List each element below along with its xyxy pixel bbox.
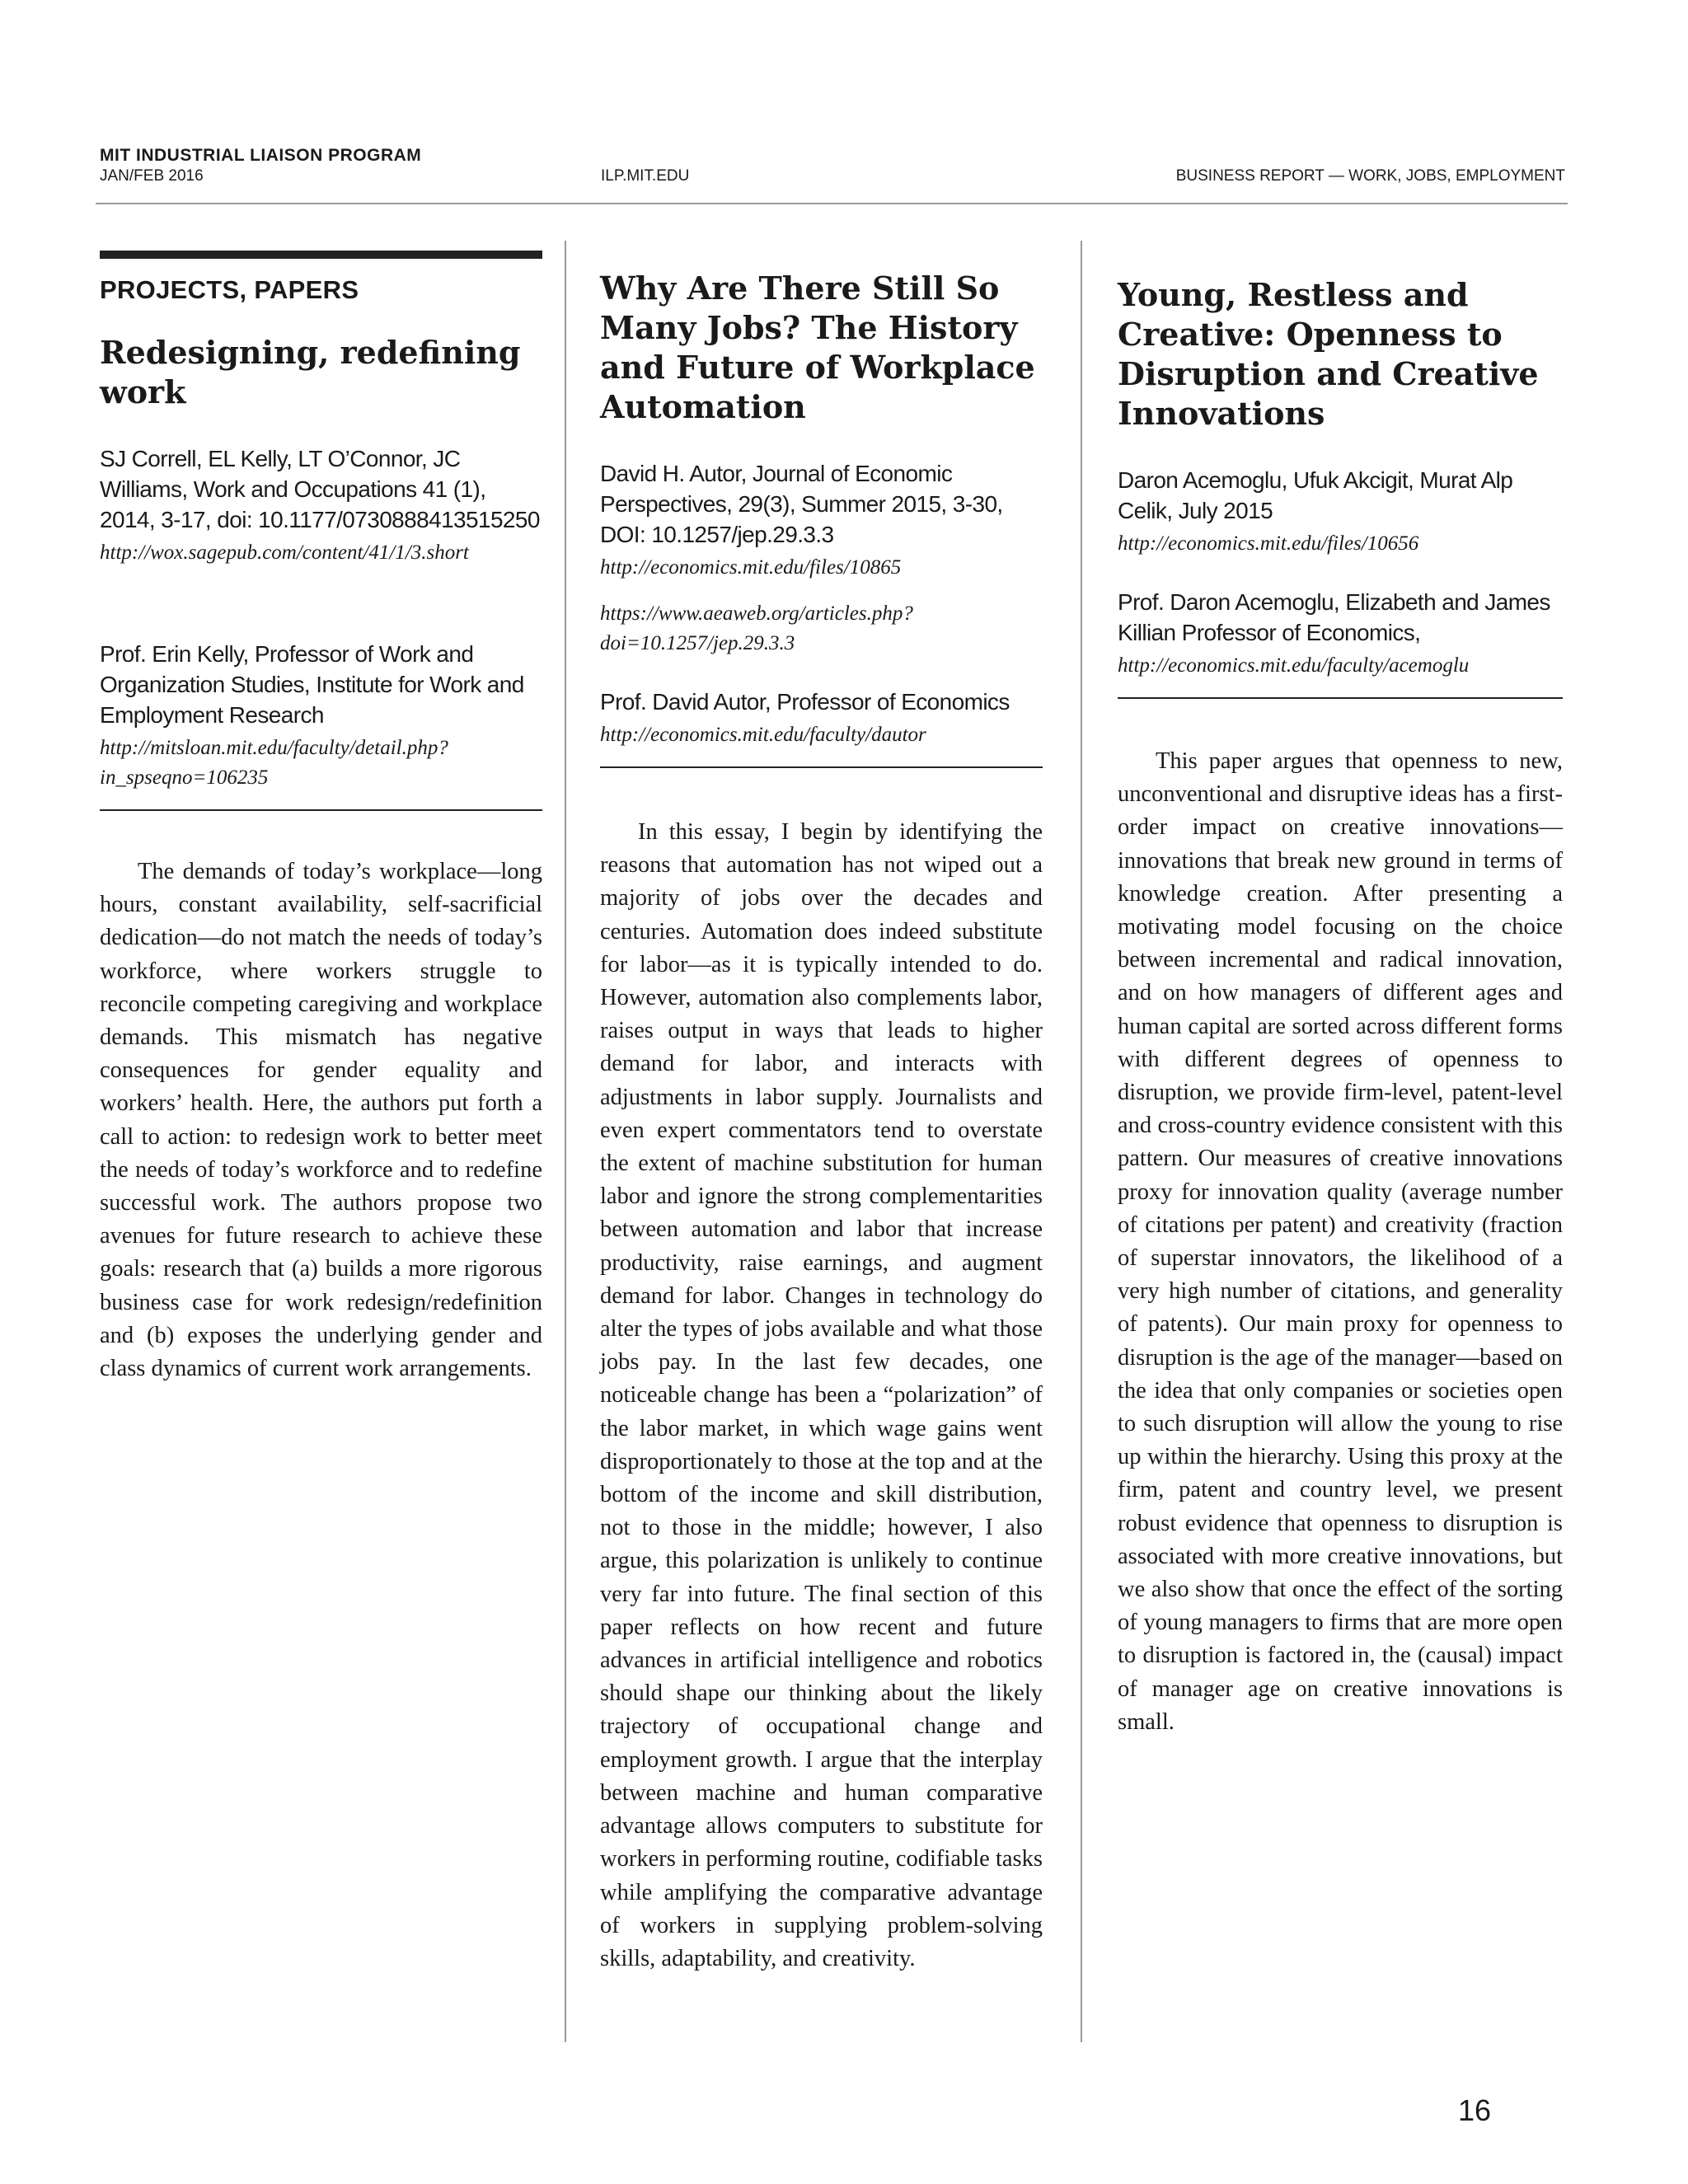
page-number: 16 (1457, 2093, 1491, 2127)
kicker-bar (100, 251, 542, 259)
section-title: BUSINESS REPORT — WORK, JOBS, EMPLOYMENT (1175, 167, 1565, 185)
article-citation: David H. Autor, Journal of Economic Perspectives, 29(3), Summer 2015, 3-30, DOI: 10.1257/jep.29.3.3 (600, 461, 1003, 547)
header-url: ILP.MIT.EDU (601, 167, 690, 185)
faculty-info: Prof. Daron Acemoglu, Elizabeth and James Killian Professor of Economics, (1118, 589, 1550, 645)
article-column-3 (1118, 275, 1563, 1739)
faculty-link[interactable]: http://economics.mit.edu/faculty/dautor (600, 724, 926, 746)
paper-link[interactable]: http://economics.mit.edu/files/10656 (1118, 532, 1419, 555)
article-citation: SJ Correll, EL Kelly, LT O’Connor, JC Williams, Work and Occupations 41 (1), 2014, 3-17, doi: 10.1177/0730888413515250 (100, 446, 540, 532)
faculty-link[interactable]: http://mitsloan.mit.edu/faculty/detail.php?in_spseqno=106235 (100, 737, 448, 789)
paper-link[interactable]: http://economics.mit.edu/files/10865 (600, 556, 902, 579)
paper-link-alt[interactable]: https://www.aeaweb.org/articles.php?doi=10.1257/jep.29.3.3 (600, 602, 913, 654)
header-divider (96, 203, 1568, 204)
article-title: Redesigning, redefining work (100, 334, 521, 410)
faculty-info: Prof. Erin Kelly, Professor of Work and Organization Studies, Institute for Work and Employment Research (100, 641, 524, 728)
faculty-info: Prof. David Autor, Professor of Economics (600, 689, 1010, 715)
article-title: Young, Restless and Creative: Openness to Disruption and Creative Innovations (1118, 276, 1539, 432)
column-divider-1 (565, 241, 566, 2042)
article-abstract: This paper argues that openness to new, unconventional and disruptive ideas has a first-order impact on creative innovations—innovations that break new ground in terms of knowledge creation. After presenting a motivating model focusing on the choice between incremental and radical innovation, and on how managers of different ages and human capital are sorted across different forms with different degrees of openness to disruption, we provide firm-level, patent-level and cross-country evidence consistent with this pattern. Our measures of creative innovations proxy for innovation quality (average number of citations per patent) and creativity (fraction of superstar innovators, the likelihood of a very high number of citations, and generality of patents). Our main proxy for openness to disruption is the age of the manager—based on the idea that only companies or societies open to such disruption will allow the young to rise up within the hierarchy. Using this proxy at the firm, patent and country level, we present robust evidence that openness to disruption is associated with more creative innovations, but we also show that once the effect of the sorting of young managers to firms that are more open to disruption is factored in, the (causal) impact of manager age on creative innovations is small. (1118, 748, 1563, 1735)
faculty-link[interactable]: http://economics.mit.edu/faculty/acemoglu (1118, 654, 1470, 677)
article-citation: Daron Acemoglu, Ufuk Akcigit, Murat Alp Celik, July 2015 (1118, 467, 1513, 523)
article-column-1 (100, 251, 542, 1385)
article-title: Why Are There Still So Many Jobs? The History and Future of Workplace Automation (600, 269, 1035, 425)
column-divider-2 (1081, 241, 1082, 2042)
paper-link[interactable]: http://wox.sagepub.com/content/41/1/3.short (100, 541, 469, 564)
article-abstract: The demands of today’s workplace—long hours, constant availability, self-sacrificial dedication—do not match the needs of today’s workforce, where workers struggle to reconcile competing caregiving and workplace demands. This mismatch has negative consequences for gender equality and workers’ health. Here, the authors put forth a call to action: to redesign work to better meet the needs of today’s workforce and to redefine successful work. The authors propose two avenues for future research to achieve these goals: research that (a) builds a more rigorous business case for work redesign/redefinition and (b) exposes the underlying gender and class dynamics of current work arrangements. (100, 859, 542, 1382)
article-abstract: In this essay, I begin by identifying the reasons that automation has not wiped out a majority of jobs over the decades and centuries. Automation does indeed substitute for labor—as it is typically intended to do. However, automation also complements labor, raises output in ways that leads to higher demand for labor, and interacts with adjustments in labor supply. Journalists and even expert commentators tend to overstate the extent of machine substitution for human labor and ignore the strong complementarities between automation and labor that increase productivity, raise earnings, and augment demand for labor. Changes in technology do alter the types of jobs available and what those jobs pay. In the last few decades, one noticeable change has been a “polarization” of the labor market, in which wage gains went disproportionately to those at the top and at the bottom of the income and skill distribution, not to those in the middle; however, I also argue, this polarization is unlikely to continue very far into future. The final section of this paper reflects on how recent and future advances in artificial intelligence and robotics should shape our thinking about the likely trajectory of occupational change and employment growth. I argue that the interplay between machine and human comparative advantage allows computers to substitute for workers in performing routine, codifiable tasks while amplifying the comparative advantage of workers in supplying problem-solving skills, adaptability, and creativity. (600, 819, 1043, 1971)
article-column-2 (600, 269, 1043, 1975)
section-kicker: PROJECTS, PAPERS (100, 275, 359, 304)
publication-name: MIT INDUSTRIAL LIAISON PROGRAM (100, 146, 422, 165)
issue-date: JAN/FEB 2016 (100, 167, 204, 185)
